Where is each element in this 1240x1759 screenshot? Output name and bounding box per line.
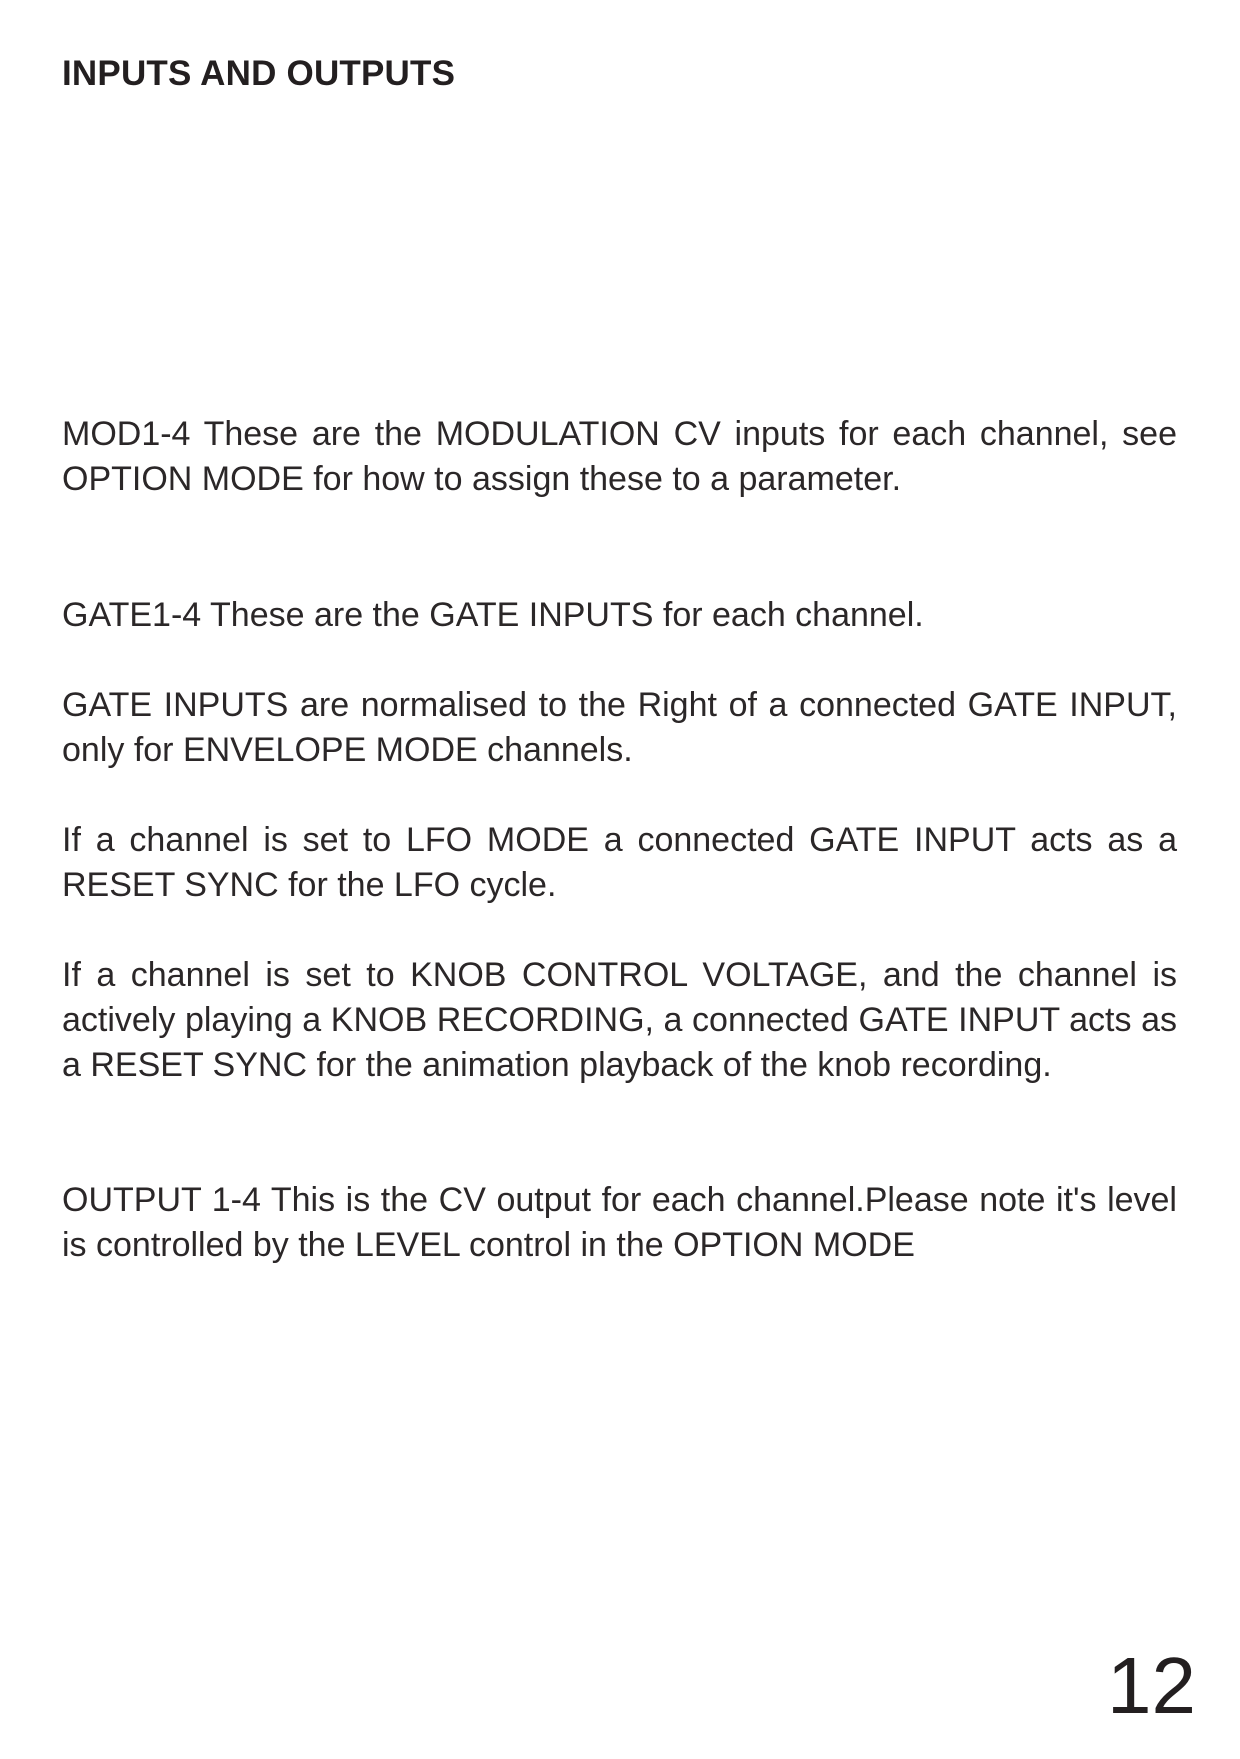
knob-recording-paragraph: If a channel is set to KNOB CONTROL VOLTAGE, and the channel is actively playing a KNOB RECORDING, a connected GATE INPUT acts as a RESET SYNC for the animation playback of the knob recording. xyxy=(62,956,1177,1084)
mod-inputs-paragraph: MOD1-4 These are the MODULATION CV inputs for each channel, see OPTION MODE for how to assign these to a parameter. xyxy=(62,415,1177,498)
lfo-reset-paragraph: If a channel is set to LFO MODE a connected GATE INPUT acts as a RESET SYNC for the LFO cycle. xyxy=(62,821,1177,904)
page-number: 12 xyxy=(1107,1641,1196,1730)
cv-output-paragraph: OUTPUT 1-4 This is the CV output for each channel.Please note it's level is controlled by the LEVEL control in the OPTION MODE xyxy=(62,1181,1177,1264)
gate-inputs-paragraph: GATE1-4 These are the GATE INPUTS for each channel. xyxy=(62,596,924,634)
gate-normalisation-paragraph: GATE INPUTS are normalised to the Right of a connected GATE INPUT, only for ENVELOPE MODE channels. xyxy=(62,686,1177,769)
page-heading: INPUTS AND OUTPUTS xyxy=(62,54,456,93)
